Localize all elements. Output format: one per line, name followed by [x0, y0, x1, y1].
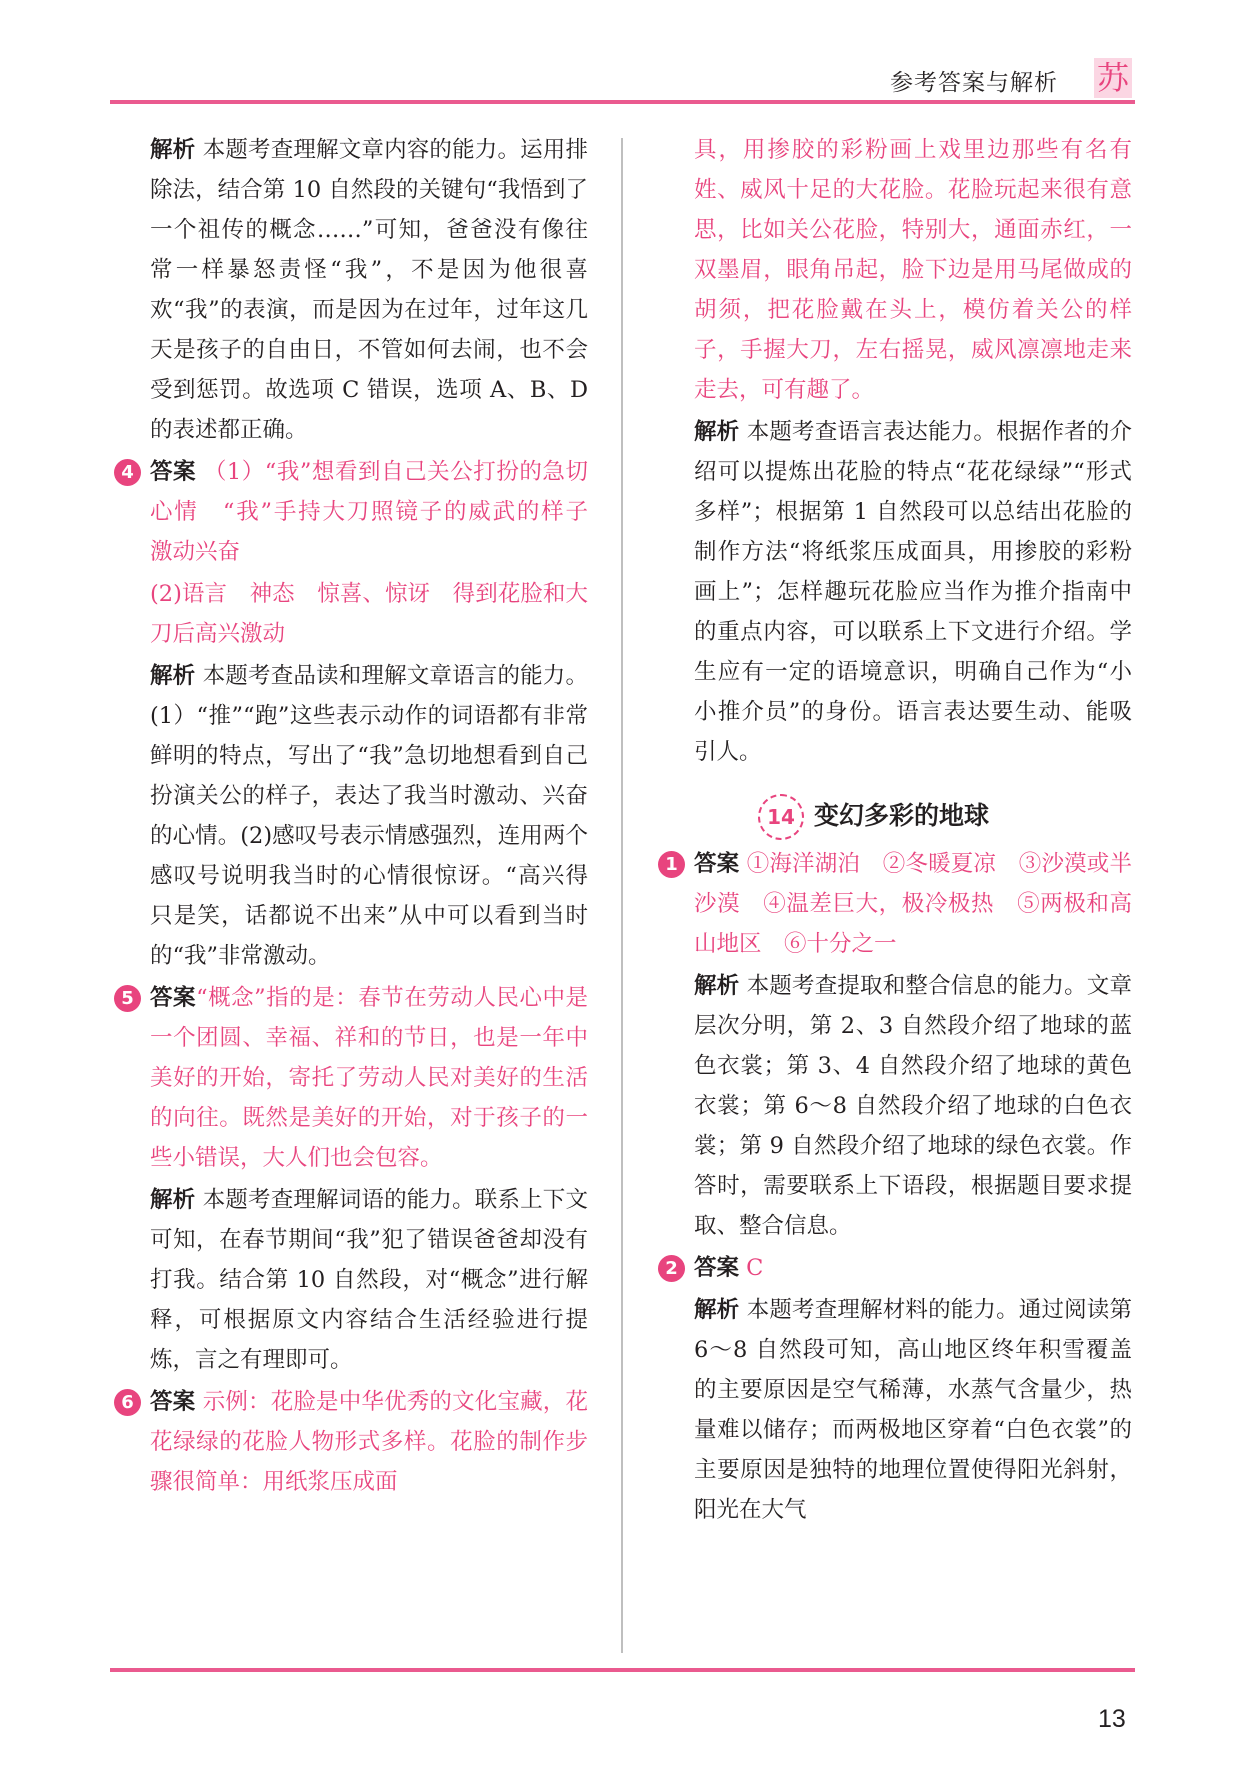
footer-rule [110, 1668, 1135, 1672]
answer-text-continued: 具，用掺胶的彩粉画上戏里边那些有名有姓、威风十足的大花脸。花脸玩起来很有意思，比如关公花脸，特别大，通面赤红，一双墨眉，眼角吊起，脸下边是用马尾做成的胡须，把花脸戴在头上，模仿着关公的样子，手握大刀，左右摇晃，威风凛凛地走来走去，可有趣了。 [694, 137, 1132, 403]
analysis-paragraph [694, 966, 1132, 1246]
section-number-badge: 14 [758, 794, 804, 840]
analysis-paragraph [150, 130, 588, 450]
analysis-text: 本题考查理解材料的能力。通过阅读第 6～8 自然段可知，高山地区终年积雪覆盖的主要原因是空气稀薄，水蒸气含量少，热量难以储存；而两极地区穿着“白色衣裳”的主要原因是独特的地理位置使得阳光斜射，阳光在大气 [694, 1297, 1132, 1523]
answer-label: 答案 [150, 985, 197, 1011]
analysis-label: 解析 [694, 1297, 740, 1323]
answer-text: C [746, 1255, 764, 1281]
analysis-text: 本题考查品读和理解文章语言的能力。(1）“推”“跑”这些表示动作的词语都有非常鲜明的特点，写出了“我”急切地想看到自己扮演关公的样子，表达了我当时激动、兴奋的心情。(2)感叹号表示情感强烈，连用两个感叹号说明我当时的心情很惊讶。“高兴得只是笑，话都说不出来”从中可以看到当时的“我”非常激动。 [150, 663, 588, 969]
section-title: 变幻多彩的地球 [814, 801, 990, 830]
answer-text: 示例：花脸是中华优秀的文化宝藏，花花绿绿的花脸人物形式多样。花脸的制作步骤很简单：用纸浆压成面 [150, 1389, 588, 1495]
analysis-paragraph [694, 1290, 1132, 1530]
analysis-paragraph [694, 412, 1132, 772]
analysis-label: 解析 [150, 663, 196, 689]
analysis-label: 解析 [694, 419, 740, 445]
answer-block-6 [121, 1382, 588, 1502]
column-divider [621, 138, 623, 1653]
answer-block-4 [121, 452, 611, 572]
analysis-label: 解析 [694, 973, 740, 999]
answer-label: 答案 [694, 851, 740, 877]
answer-text: “概念”指的是：春节在劳动人民心中是一个团圆、幸福、祥和的节日，也是一年中美好的开始，寄托了劳动人民对美好的生活的向往。既然是美好的开始，对于孩子的一些小错误，大人们也会包容。 [150, 985, 588, 1171]
question-number-badge: 6 [114, 1389, 141, 1416]
question-number-badge: 1 [658, 851, 685, 878]
analysis-text: 本题考查理解词语的能力。联系上下文可知，在春节期间“我”犯了错误爸爸却没有打我。结合第 10 自然段，对“概念”进行解释，可根据原文内容结合生活经验进行提炼，言之有理即可。 [150, 1187, 588, 1373]
answer-block-5 [121, 978, 588, 1178]
answer-label: 答案 [150, 459, 197, 485]
answer-label: 答案 [694, 1255, 740, 1281]
analysis-paragraph [150, 656, 588, 976]
analysis-label: 解析 [150, 137, 196, 163]
right-column [665, 130, 1132, 1532]
answer-text: ①海洋湖泊 ②冬暖夏凉 ③沙漠或半沙漠 ④温差巨大，极冷极热 ⑤两极和高山地区 ⑥十分之一 [694, 851, 1132, 957]
question-number-badge: 4 [114, 459, 141, 486]
answer-block-s1 [665, 844, 1132, 964]
header-rule [110, 100, 1135, 104]
question-number-badge: 2 [658, 1255, 685, 1282]
left-column [121, 130, 611, 1504]
header-badge: 苏 [1094, 58, 1132, 98]
answer-text: （1）“我”想看到自己关公打扮的急切心情 “我”手持大刀照镜子的威武的样子 激动兴奋 [150, 459, 611, 565]
answer-block-s2 [665, 1248, 1132, 1288]
analysis-label: 解析 [150, 1187, 196, 1213]
question-number-badge: 5 [114, 985, 141, 1012]
answer-label: 答案 [150, 1389, 196, 1415]
analysis-paragraph [150, 1180, 588, 1380]
answer-text-part2: (2)语言 神态 惊喜、惊讶 得到花脸和大刀后高兴激动 [150, 581, 588, 647]
running-header-title: 参考答案与解析 [890, 70, 1058, 96]
page-number: 13 [1098, 1705, 1126, 1733]
section-heading [758, 794, 1132, 838]
analysis-text: 本题考查理解文章内容的能力。运用排除法，结合第 10 自然段的关键句“我悟到了一个祖传的概念……”可知，爸爸没有像往常一样暴怒责怪“我”，不是因为他很喜欢“我”的表演，而是因为在过年，过年这几天是孩子的自由日，不管如何去闹，也不会受到惩罚。故选项 C 错误，选项 A、B、D 的表述都正确。 [150, 137, 588, 443]
analysis-text: 本题考查语言表达能力。根据作者的介绍可以提炼出花脸的特点“花花绿绿”“形式多样”；根据第 1 自然段可以总结出花脸的制作方法“将纸浆压成面具，用掺胶的彩粉画上”；怎样趣玩花脸应当作为推介指南中的重点内容，可以联系上下文进行介绍。学生应有一定的语境意识，明确自己作为“小小推介员”的身份。语言表达要生动、能吸引人。 [694, 419, 1132, 765]
analysis-text: 本题考查提取和整合信息的能力。文章层次分明，第 2、3 自然段介绍了地球的蓝色衣裳；第 3、4 自然段介绍了地球的黄色衣裳；第 6～8 自然段介绍了地球的白色衣裳；第 9 自然段介绍了地球的绿色衣裳。作答时，需要联系上下语段，根据题目要求提取、整合信息。 [694, 973, 1132, 1239]
